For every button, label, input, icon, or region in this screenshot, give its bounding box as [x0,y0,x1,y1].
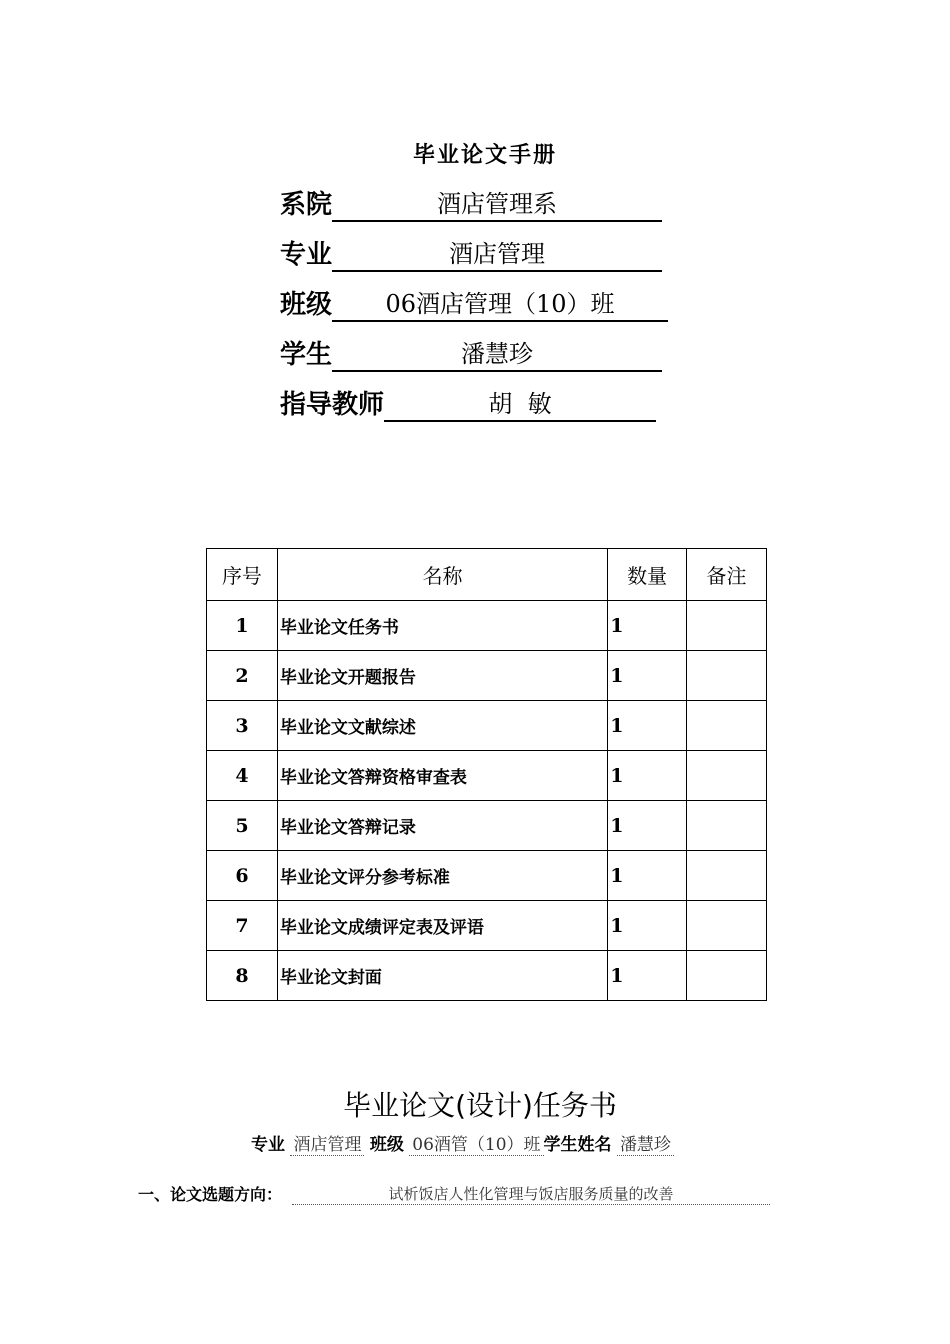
row-name: 毕业论文评分参考标准 [277,851,607,901]
row-note [687,651,767,701]
department-label: 系院 [280,190,333,220]
row-note [687,751,767,801]
department-row [280,182,662,222]
task-student-value: 潘慧珍 [617,1135,674,1156]
task-student-label: 学生姓名 [543,1135,612,1155]
advisor-label: 指导教师 [280,390,385,420]
task-class-label: 班级 [369,1135,404,1155]
row-seq: 6 [207,851,278,901]
row-qty: 1 [608,901,687,951]
table-row [207,651,767,701]
table-row [207,601,767,651]
topic-value: 试析饭店人性化管理与饭店服务质量的改善 [292,1183,770,1205]
major-row [280,232,662,272]
row-seq: 3 [207,701,278,751]
task-class-value: 06酒管（10）班 [409,1135,543,1156]
class-value: 06酒店管理（10）班 [332,288,668,322]
row-qty: 1 [608,751,687,801]
row-note [687,951,767,1001]
class-label: 班级 [280,290,333,320]
table-row [207,851,767,901]
row-note [687,601,767,651]
row-seq: 1 [207,601,278,651]
advisor-row [280,382,656,422]
handbook-title: 毕业论文手册 [412,143,557,168]
topic-label: 一、论文选题方向： [138,1185,283,1204]
student-label: 学生 [280,340,333,370]
row-qty: 1 [608,701,687,751]
row-note [687,851,767,901]
task-book-title: 毕业论文(设计)任务书 [343,1089,617,1122]
header-qty: 数量 [608,549,687,601]
row-note [687,701,767,751]
row-name: 毕业论文封面 [277,951,607,1001]
department-value: 酒店管理系 [332,188,662,222]
major-value: 酒店管理 [332,238,662,272]
row-seq: 7 [207,901,278,951]
row-name: 毕业论文文献综述 [277,701,607,751]
table-row [207,751,767,801]
contents-table [206,548,767,1001]
row-qty: 1 [608,651,687,701]
row-name: 毕业论文任务书 [277,601,607,651]
student-row [280,332,662,372]
student-value: 潘慧珍 [332,338,662,372]
advisor-value: 胡 敏 [384,388,656,422]
table-header-row [207,549,767,601]
row-seq: 4 [207,751,278,801]
row-seq: 2 [207,651,278,701]
row-qty: 1 [608,951,687,1001]
table-row [207,901,767,951]
header-note: 备注 [687,549,767,601]
major-label: 专业 [280,240,333,270]
table-row [207,951,767,1001]
table-row [207,701,767,751]
topic-row [138,1182,770,1205]
task-major-label: 专业 [251,1135,286,1155]
row-note [687,801,767,851]
row-seq: 5 [207,801,278,851]
row-qty: 1 [608,601,687,651]
header-seq: 序号 [207,549,278,601]
row-name: 毕业论文成绩评定表及评语 [277,901,607,951]
row-qty: 1 [608,851,687,901]
task-book-meta [0,1130,925,1155]
row-name: 毕业论文开题报告 [277,651,607,701]
row-qty: 1 [608,801,687,851]
row-seq: 8 [207,951,278,1001]
row-name: 毕业论文答辩记录 [277,801,607,851]
row-name: 毕业论文答辩资格审查表 [277,751,607,801]
class-row [280,282,668,322]
row-note [687,901,767,951]
table-row [207,801,767,851]
header-name: 名称 [277,549,607,601]
task-major-value: 酒店管理 [290,1135,364,1156]
